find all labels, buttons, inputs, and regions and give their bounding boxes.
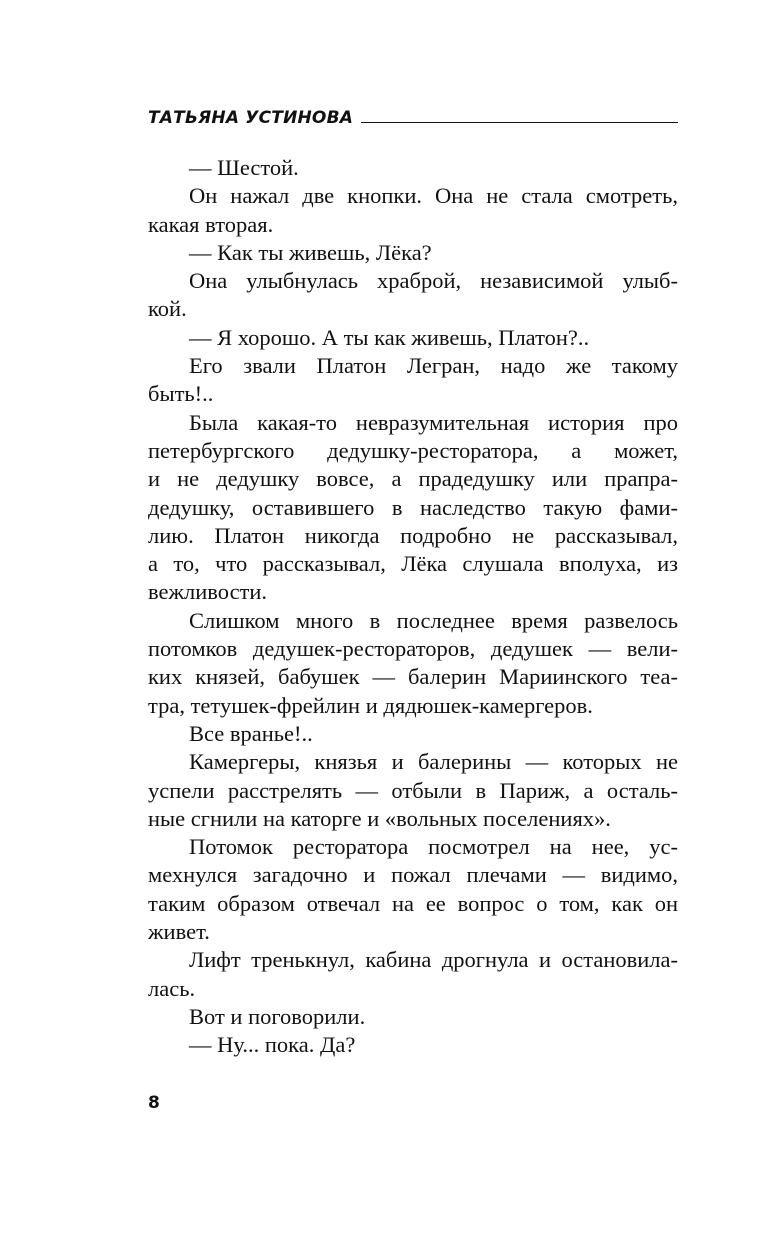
text-line: Потомок ресторатора посмотрел на нее, ус- — [189, 834, 678, 860]
text-line: — Как ты живешь, Лёка? — [189, 239, 432, 265]
text-line: живет. — [148, 919, 210, 945]
text-line: и не дедушку вовсе, а прадедушку или прапра- — [148, 466, 678, 492]
text-line: лась. — [148, 975, 196, 1001]
header-rule — [361, 122, 678, 123]
text-line: — Ну... пока. Да? — [189, 1032, 356, 1058]
text-line: кой. — [148, 296, 187, 322]
text-line: ные сгнили на каторге и «вольных поселениях». — [148, 805, 611, 831]
text-line: — Шестой. — [189, 155, 299, 180]
text-line: тра, тетушек-фрейлин и дядюшек-камергеров. — [148, 692, 593, 718]
text-line: Все вранье!.. — [189, 720, 313, 746]
text-line: Вот и поговорили. — [189, 1003, 366, 1029]
text-line: лию. Платон никогда подробно не рассказывал, — [148, 522, 678, 548]
text-line: таким образом отвечал на ее вопрос о том, как он — [148, 890, 678, 916]
body-text — [148, 154, 678, 1060]
text-line: быть!.. — [148, 381, 214, 407]
text-line: Слишком много в последнее время развелось — [189, 607, 678, 633]
author-name: ТАТЬЯНА УСТИНОВА — [148, 108, 354, 128]
text-line: дедушку, оставившего в наследство такую фами- — [148, 494, 678, 520]
text-line: вежливости. — [148, 579, 268, 605]
text-line: потомков дедушек-рестораторов, дедушек — вели- — [148, 636, 678, 662]
page-number: 8 — [148, 1093, 160, 1113]
text-line: успели расстрелять — отбыли в Париж, а осталь- — [148, 777, 678, 803]
text-line: какая вторая. — [148, 211, 274, 237]
text-line: Он нажал две кнопки. Она не стала смотреть, — [189, 183, 678, 209]
text-line: Была какая-то невразумительная история про — [189, 409, 678, 435]
text-line: а то, что рассказывал, Лёка слушала вполуха, из — [148, 551, 678, 577]
text-line: ких князей, бабушек — балерин Мариинского теа- — [148, 664, 678, 690]
text-line: петербургского дедушку-ресторатора, а может, — [148, 437, 678, 463]
text-line: Лифт тренькнул, кабина дрогнула и остановила- — [189, 947, 678, 973]
text-line: — Я хорошо. А ты как живешь, Платон?.. — [189, 324, 590, 350]
text-line: Его звали Платон Легран, надо же такому — [189, 353, 678, 379]
text-line: Камергеры, князья и балерины — которых не — [189, 749, 678, 775]
running-header — [148, 104, 678, 128]
text-line: Она улыбнулась храброй, независимой улыб- — [189, 268, 678, 294]
text-line: мехнулся загадочно и пожал плечами — видимо, — [148, 862, 678, 888]
